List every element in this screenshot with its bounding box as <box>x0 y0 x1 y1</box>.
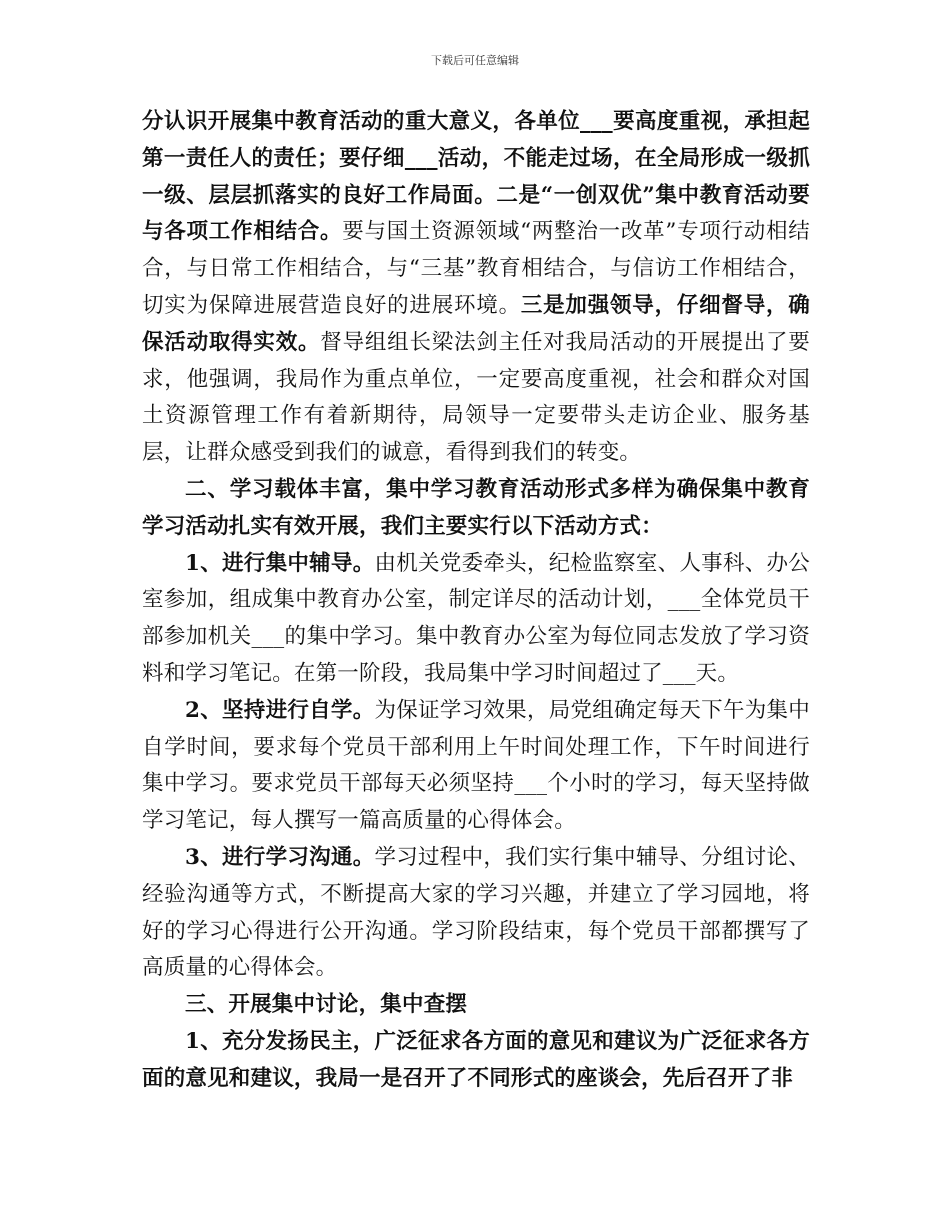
item-2-paragraph <box>142 693 810 840</box>
item-3-text: 学习过程中，我们实行集中辅导、分组讨论、经验沟通等方式，不断提高大家的学习兴趣，并建立了学习园地，将好的学习心得进行公开沟通。学习阶段结束，每个党员干部都撰写了高质量的心得体会。 <box>142 844 810 981</box>
item-1-title: 1、进行集中辅导。 <box>185 550 375 576</box>
paragraph-1-text-2: 督导组组长梁法剑主任对我局活动的开展提出了要求，他强调，我局作为重点单位，一定要高度重视，社会和群众对国土资源管理工作有着新期待，局领导一定要带头走访企业、服务基层，让群众感受到我们的诚意，看得到我们的转变。 <box>142 329 810 466</box>
item-3-title: 3、进行学习沟通。 <box>185 844 375 870</box>
section-3-item-1-text: 1、充分发扬民主，广泛征求各方面的意见和建议为广泛征求各方面的意见和建议，我局一是召开了不同形式的座谈会，先后召开了非 <box>142 1028 810 1091</box>
item-2-title: 2、坚持进行自学。 <box>185 697 375 723</box>
item-3-paragraph <box>142 840 810 987</box>
section-3-heading-text: 三、开展集中讨论，集中查摆 <box>185 992 468 1018</box>
paragraph-1 <box>142 104 810 472</box>
item-1-text: 由机关党委牵头，纪检监察室、人事科、办公室参加，组成集中教育办公室，制定详尽的活动计划，___全体党员干部参加机关___的集中学习。集中教育办公室为每位同志发放了学习资料和学习笔记。在第一阶段，我局集中学习时间超过了___天。 <box>142 550 810 686</box>
document-body <box>142 104 810 1098</box>
item-1-paragraph <box>142 546 810 693</box>
item-2-text: 为保证学习效果，局党组确定每天下午为集中自学时间，要求每个党员干部利用上午时间处理工作，下午时间进行集中学习。要求党员干部每天必须坚持___个小时的学习，每天坚持做学习笔记，每人撰写一篇高质量的心得体会。 <box>142 697 810 834</box>
section-3-heading <box>142 987 810 1024</box>
section-2-heading-text: 二、学习载体丰富，集中学习教育活动形式多样为确保集中教育学习活动扎实有效开展，我们主要实行以下活动方式： <box>142 476 810 539</box>
section-2-heading <box>142 472 810 546</box>
page-header: 下载后可任意编辑 <box>431 54 519 67</box>
section-3-item-1-paragraph <box>142 1024 810 1098</box>
paragraph-1-bold-2: 三是加强领导，仔细督导，确保活动取得实效。 <box>142 292 810 355</box>
paragraph-1-bold-1: 分认识开展集中教育活动的重大意义，各单位___要高度重视，承担起第一责任人的责任；要仔细___活动，不能走过场，在全局形成一级抓一级、层层抓落实的良好工作局面。二是“一创双优”集中教育活动要与各项工作相结合。 <box>142 109 810 245</box>
paragraph-1-text-1: 要与国土资源领域“两整治一改革”专项行动相结合，与日常工作相结合，与“三基”教育相结合，与信访工作相结合，切实为保障进展营造良好的进展环境。 <box>142 219 810 318</box>
